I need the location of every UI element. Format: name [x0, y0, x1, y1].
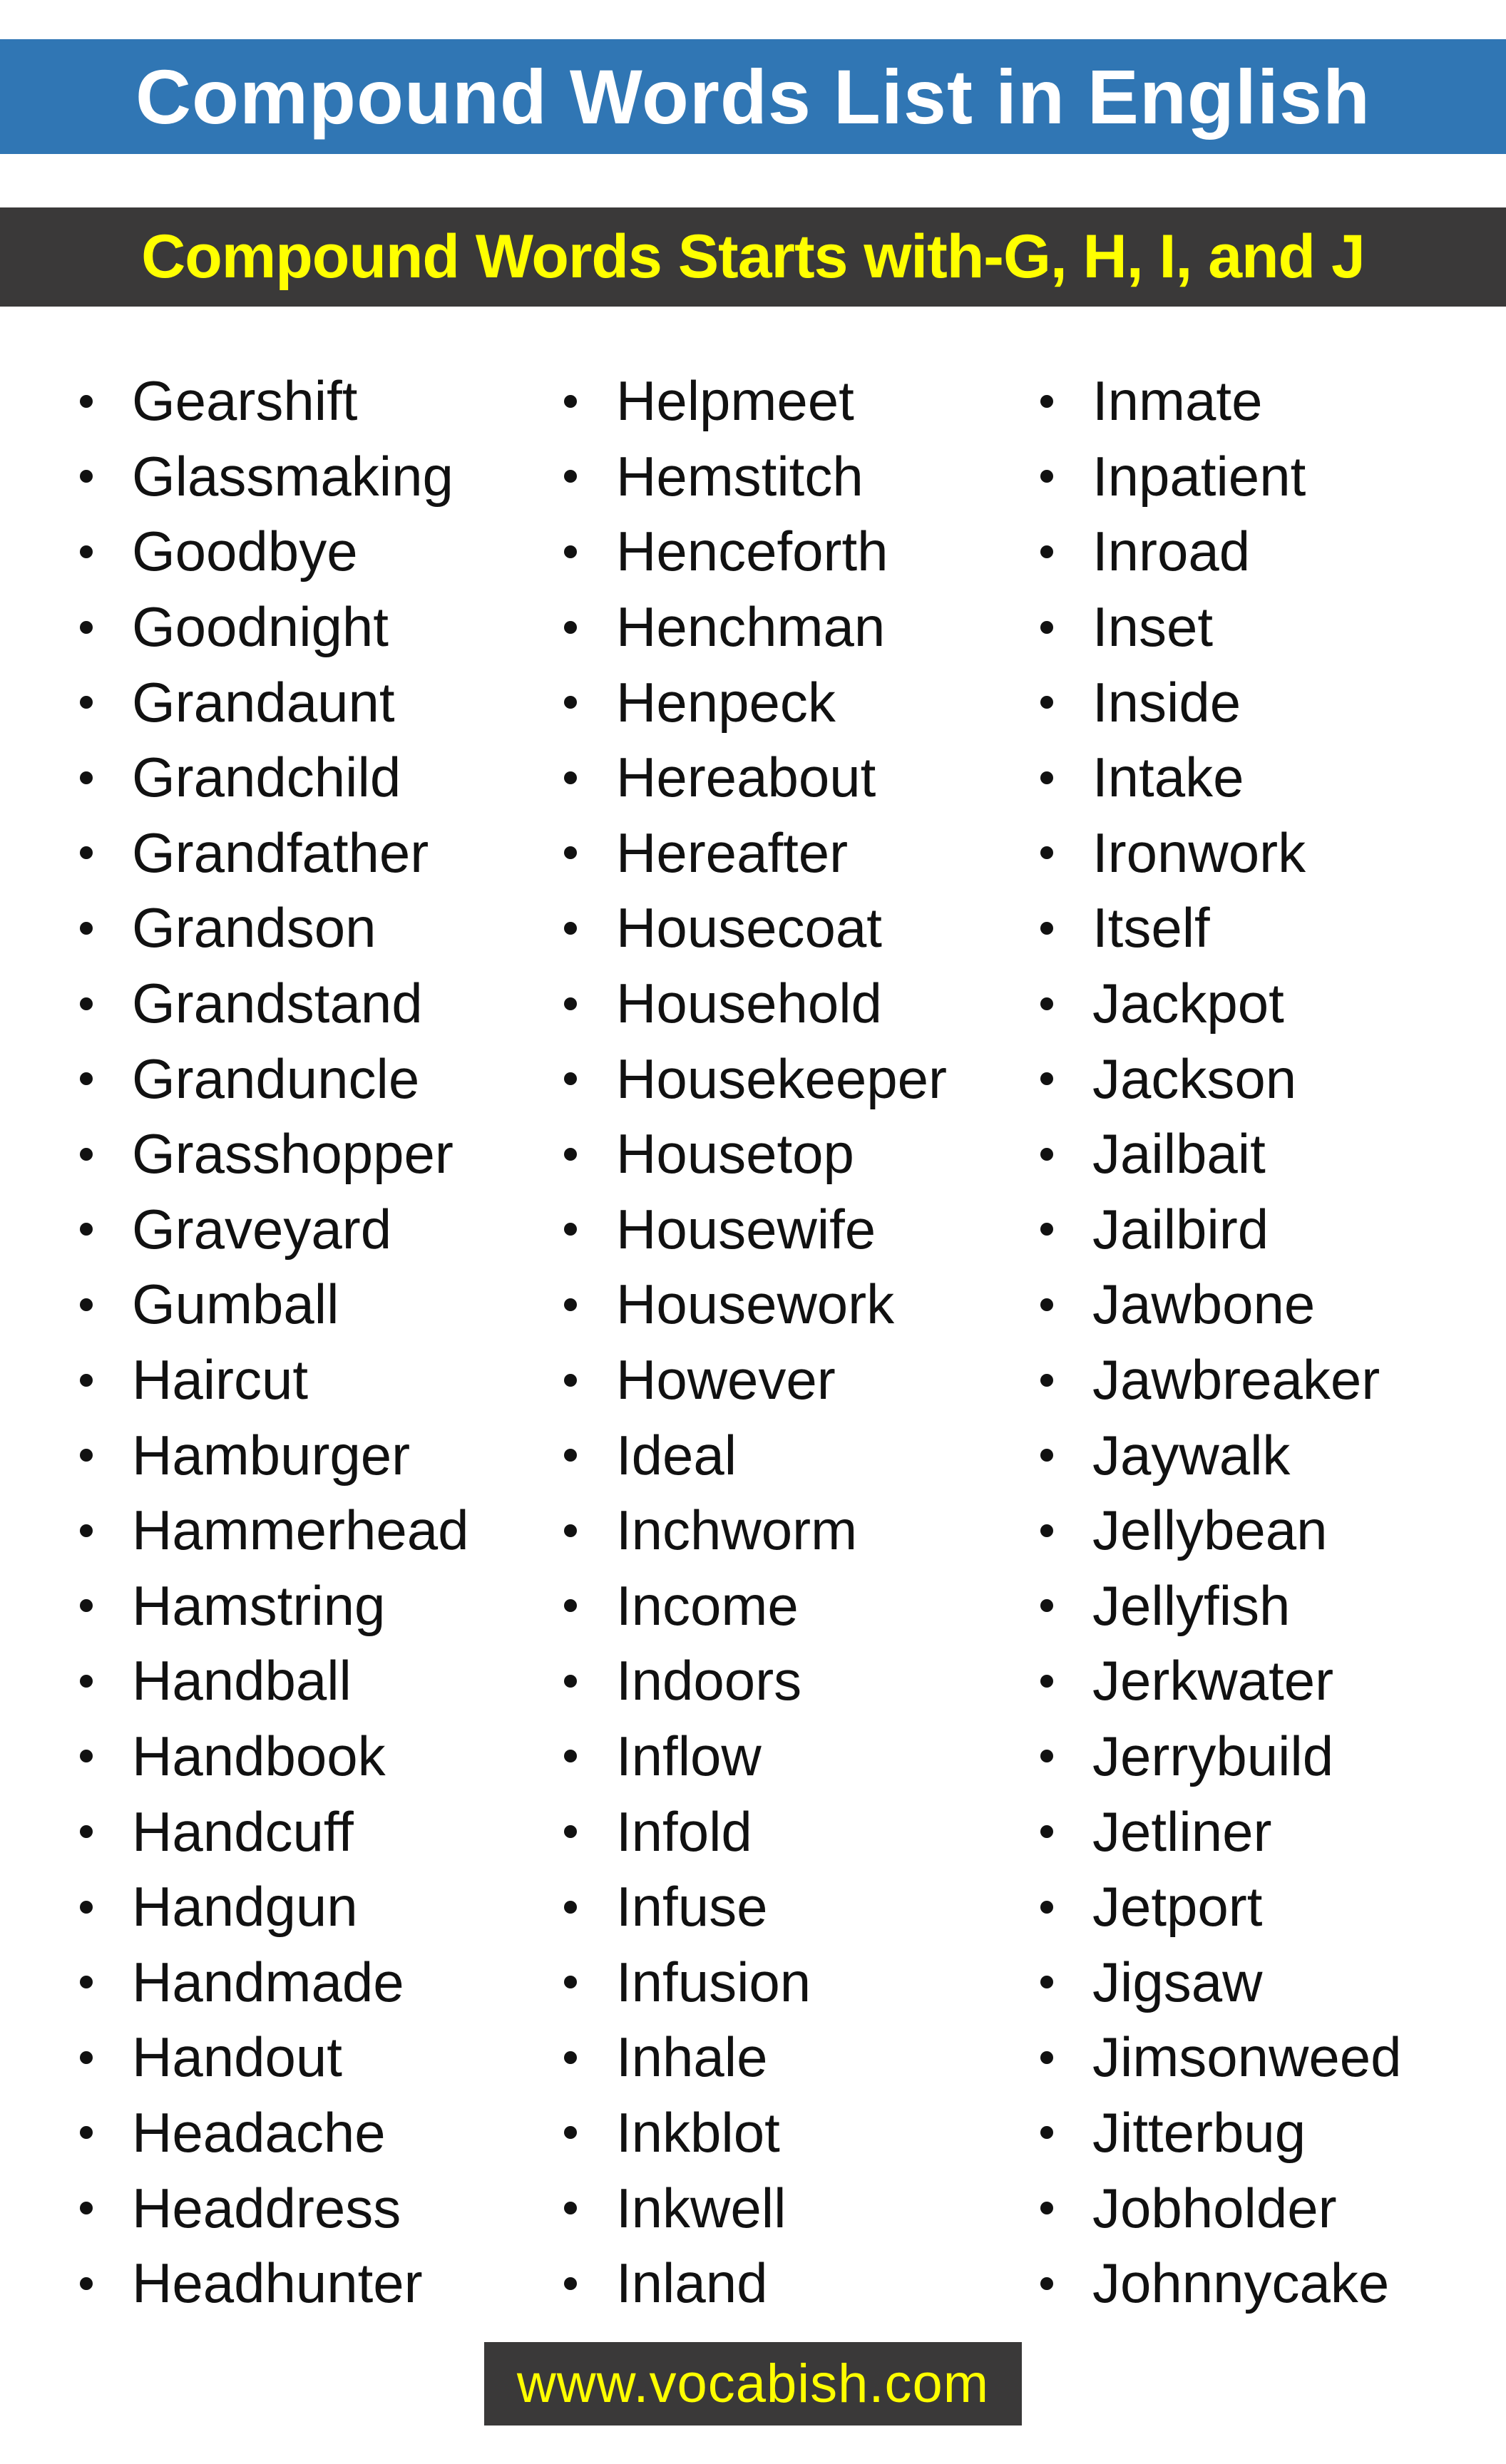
bullet-icon — [80, 2051, 93, 2064]
bullet-icon — [80, 1825, 93, 1838]
list-item — [1040, 2095, 1402, 2171]
list-item — [80, 514, 469, 590]
bullet-icon — [564, 1148, 577, 1161]
word-text: Jellybean — [1092, 1499, 1328, 1562]
bullet-icon — [80, 1524, 93, 1537]
list-item — [1040, 1944, 1402, 2020]
word-text: Handmade — [132, 1950, 404, 2013]
list-item — [564, 514, 947, 590]
word-text: Hamburger — [132, 1423, 411, 1487]
word-text: Headache — [132, 2100, 386, 2164]
word-text: Hammerhead — [132, 1499, 469, 1562]
bullet-icon — [1040, 1976, 1053, 1988]
bullet-icon — [564, 395, 577, 408]
list-item — [564, 1116, 947, 1192]
word-text: Inhale — [616, 2026, 768, 2089]
bullet-icon — [564, 1374, 577, 1387]
bullet-icon — [80, 696, 93, 709]
bullet-icon — [1040, 395, 1053, 408]
list-item — [564, 664, 947, 740]
word-text: Jellyfish — [1092, 1574, 1291, 1637]
word-text: Inkblot — [616, 2100, 780, 2164]
bullet-icon — [1040, 470, 1053, 483]
list-item — [1040, 1116, 1402, 1192]
bullet-icon — [564, 2051, 577, 2064]
word-text: Goodnight — [132, 595, 389, 659]
bullet-icon — [1040, 1675, 1053, 1688]
word-text: Hereafter — [616, 821, 849, 884]
word-text: Jerrybuild — [1092, 1724, 1334, 1787]
list-item — [1040, 664, 1402, 740]
list-item — [564, 364, 947, 439]
bullet-icon — [80, 1374, 93, 1387]
word-text: Jailbird — [1092, 1197, 1269, 1261]
bullet-icon — [564, 1901, 577, 1914]
word-text: However — [616, 1348, 836, 1412]
list-item — [564, 1869, 947, 1945]
bullet-icon — [80, 470, 93, 483]
list-item — [564, 1343, 947, 1418]
bullet-icon — [80, 1223, 93, 1236]
bullet-icon — [1040, 1374, 1053, 1387]
bullet-icon — [80, 621, 93, 634]
list-item — [1040, 2170, 1402, 2246]
word-text: Jerkwater — [1092, 1649, 1334, 1713]
bullet-icon — [1040, 997, 1053, 1010]
bullet-icon — [1040, 1298, 1053, 1311]
bullet-icon — [1040, 1750, 1053, 1762]
bullet-icon — [1040, 1599, 1053, 1612]
bullet-icon — [1040, 621, 1053, 634]
list-item — [564, 1944, 947, 2020]
word-text: Inflow — [616, 1724, 762, 1787]
word-text: Household — [616, 972, 882, 1035]
list-item — [1040, 590, 1402, 665]
list-item — [564, 1041, 947, 1116]
bullet-icon — [564, 696, 577, 709]
list-item — [80, 664, 469, 740]
list-item — [80, 890, 469, 966]
list-item — [1040, 816, 1402, 891]
word-text: Ideal — [616, 1423, 737, 1487]
list-item — [80, 2170, 469, 2246]
word-text: Jetliner — [1092, 1800, 1272, 1863]
word-text: Inland — [616, 2252, 768, 2315]
list-item — [80, 1794, 469, 1869]
list-item — [80, 1869, 469, 1945]
word-text: Glassmaking — [132, 444, 454, 508]
list-item — [564, 890, 947, 966]
word-column-2 — [564, 364, 947, 2321]
word-text: Housework — [616, 1273, 895, 1336]
bullet-icon — [80, 922, 93, 935]
word-text: Infuse — [616, 1875, 768, 1939]
word-text: Handgun — [132, 1875, 358, 1939]
list-item — [80, 740, 469, 816]
word-text: Henpeck — [616, 670, 836, 734]
word-text: Jackpot — [1092, 972, 1284, 1035]
word-text: Johnnycake — [1092, 2252, 1390, 2315]
bullet-icon — [564, 1524, 577, 1537]
word-text: Jimsonweed — [1092, 2026, 1402, 2089]
bullet-icon — [564, 2202, 577, 2214]
word-text: Grandstand — [132, 972, 423, 1035]
word-text: Handout — [132, 2026, 342, 2089]
bullet-icon — [564, 1675, 577, 1688]
bullet-icon — [564, 621, 577, 634]
list-item — [1040, 1493, 1402, 1569]
list-item — [80, 590, 469, 665]
bullet-icon — [564, 1825, 577, 1838]
list-item — [1040, 740, 1402, 816]
word-text: Henceforth — [616, 520, 888, 583]
list-item — [1040, 890, 1402, 966]
word-text: Inchworm — [616, 1499, 858, 1562]
list-item — [1040, 1041, 1402, 1116]
bullet-icon — [564, 1976, 577, 1988]
bullet-icon — [80, 1901, 93, 1914]
list-item — [564, 439, 947, 515]
word-text: Grandfather — [132, 821, 429, 884]
footer-banner — [484, 2342, 1022, 2426]
bullet-icon — [564, 470, 577, 483]
list-item — [1040, 1267, 1402, 1343]
word-text: Hamstring — [132, 1574, 386, 1637]
list-item — [80, 1643, 469, 1719]
title-banner — [0, 39, 1506, 154]
list-item — [80, 1267, 469, 1343]
list-item — [564, 1569, 947, 1644]
subtitle-banner — [0, 207, 1506, 307]
bullet-icon — [1040, 1449, 1053, 1462]
list-item — [1040, 1794, 1402, 1869]
word-text: Henchman — [616, 595, 886, 659]
list-item — [1040, 2020, 1402, 2095]
bullet-icon — [80, 2202, 93, 2214]
list-item — [564, 2170, 947, 2246]
bullet-icon — [80, 2126, 93, 2139]
bullet-icon — [80, 1298, 93, 1311]
bullet-icon — [80, 846, 93, 859]
list-item — [1040, 1343, 1402, 1418]
list-item — [564, 2246, 947, 2321]
word-text: Handball — [132, 1649, 352, 1713]
word-text: Intake — [1092, 746, 1244, 809]
word-text: Handcuff — [132, 1800, 354, 1863]
word-text: Handbook — [132, 1724, 386, 1787]
list-item — [1040, 514, 1402, 590]
word-text: Grasshopper — [132, 1122, 454, 1186]
list-item — [80, 364, 469, 439]
word-text: Graveyard — [132, 1197, 392, 1261]
bullet-icon — [1040, 2126, 1053, 2139]
bullet-icon — [1040, 1148, 1053, 1161]
bullet-icon — [1040, 1223, 1053, 1236]
word-text: Ironwork — [1092, 821, 1306, 884]
word-text: Granduncle — [132, 1047, 420, 1110]
bullet-icon — [1040, 771, 1053, 784]
bullet-icon — [80, 997, 93, 1010]
word-text: Headhunter — [132, 2252, 423, 2315]
word-text: Housecoat — [616, 896, 882, 960]
word-text: Grandchild — [132, 746, 401, 809]
list-item — [1040, 966, 1402, 1042]
list-item — [80, 1719, 469, 1795]
list-item — [564, 590, 947, 665]
bullet-icon — [1040, 1901, 1053, 1914]
list-item — [564, 1192, 947, 1268]
bullet-icon — [1040, 922, 1053, 935]
word-text: Jawbreaker — [1092, 1348, 1380, 1412]
word-text: Jawbone — [1092, 1273, 1316, 1336]
bullet-icon — [564, 997, 577, 1010]
list-item — [1040, 2246, 1402, 2321]
list-item — [564, 2095, 947, 2171]
list-item — [564, 966, 947, 1042]
word-text: Gearshift — [132, 369, 358, 433]
bullet-icon — [1040, 1072, 1053, 1085]
list-item — [80, 966, 469, 1042]
word-text: Goodbye — [132, 520, 358, 583]
list-item — [80, 1417, 469, 1493]
word-text: Hemstitch — [616, 444, 864, 508]
word-text: Helpmeet — [616, 369, 854, 433]
list-item — [80, 1041, 469, 1116]
word-text: Jaywalk — [1092, 1423, 1291, 1487]
word-text: Inside — [1092, 670, 1241, 734]
list-item — [564, 1267, 947, 1343]
list-item — [80, 1569, 469, 1644]
list-item — [1040, 1569, 1402, 1644]
bullet-icon — [564, 1298, 577, 1311]
list-item — [564, 816, 947, 891]
list-item — [80, 1343, 469, 1418]
bullet-icon — [564, 2126, 577, 2139]
word-text: Jailbait — [1092, 1122, 1266, 1186]
website-link[interactable]: www.vocabish.com — [516, 2353, 990, 2414]
word-text: Indoors — [616, 1649, 802, 1713]
bullet-icon — [1040, 545, 1053, 558]
list-item — [1040, 1417, 1402, 1493]
bullet-icon — [80, 2277, 93, 2290]
list-item — [1040, 364, 1402, 439]
bullet-icon — [1040, 1825, 1053, 1838]
bullet-icon — [80, 545, 93, 558]
bullet-icon — [80, 1148, 93, 1161]
word-text: Jetport — [1092, 1875, 1263, 1939]
list-item — [1040, 1192, 1402, 1268]
bullet-icon — [564, 1599, 577, 1612]
word-text: Infusion — [616, 1950, 811, 2013]
list-item — [80, 1116, 469, 1192]
word-text: Jobholder — [1092, 2176, 1337, 2239]
word-text: Housetop — [616, 1122, 854, 1186]
page-title: Compound Words List in English — [135, 53, 1371, 140]
word-text: Housewife — [616, 1197, 876, 1261]
list-item — [80, 816, 469, 891]
bullet-icon — [564, 1072, 577, 1085]
bullet-icon — [80, 1072, 93, 1085]
word-text: Inmate — [1092, 369, 1263, 433]
word-text: Inset — [1092, 595, 1214, 659]
word-text: Jackson — [1092, 1047, 1297, 1110]
word-text: Infold — [616, 1800, 752, 1863]
word-text: Haircut — [132, 1348, 309, 1412]
word-text: Itself — [1092, 896, 1210, 960]
list-item — [1040, 439, 1402, 515]
bullet-icon — [564, 922, 577, 935]
list-item — [1040, 1869, 1402, 1945]
word-text: Grandaunt — [132, 670, 395, 734]
bullet-icon — [1040, 846, 1053, 859]
word-text: Headdress — [132, 2176, 401, 2239]
list-item — [564, 1794, 947, 1869]
bullet-icon — [1040, 696, 1053, 709]
bullet-icon — [80, 1599, 93, 1612]
list-item — [80, 1493, 469, 1569]
list-item — [564, 2020, 947, 2095]
bullet-icon — [80, 1750, 93, 1762]
page-subtitle: Compound Words Starts with-G, H, I, and J — [141, 222, 1365, 291]
word-text: Jitterbug — [1092, 2100, 1306, 2164]
list-item — [80, 439, 469, 515]
list-item — [80, 2095, 469, 2171]
bullet-icon — [80, 1449, 93, 1462]
word-text: Hereabout — [616, 746, 876, 809]
list-item — [564, 1719, 947, 1795]
bullet-icon — [80, 771, 93, 784]
word-text: Grandson — [132, 896, 376, 960]
list-item — [80, 2020, 469, 2095]
list-item — [80, 2246, 469, 2321]
word-text: Gumball — [132, 1273, 339, 1336]
list-item — [1040, 1643, 1402, 1719]
list-item — [80, 1944, 469, 2020]
bullet-icon — [80, 1675, 93, 1688]
list-item — [564, 740, 947, 816]
list-item — [80, 1192, 469, 1268]
bullet-icon — [564, 2277, 577, 2290]
word-text: Inroad — [1092, 520, 1251, 583]
list-item — [1040, 1719, 1402, 1795]
bullet-icon — [80, 1976, 93, 1988]
bullet-icon — [564, 1750, 577, 1762]
word-text: Jigsaw — [1092, 1950, 1263, 2013]
word-text: Income — [616, 1574, 799, 1637]
word-text: Inkwell — [616, 2176, 787, 2239]
bullet-icon — [564, 846, 577, 859]
bullet-icon — [564, 545, 577, 558]
bullet-icon — [564, 1223, 577, 1236]
bullet-icon — [1040, 2277, 1053, 2290]
word-column-1 — [80, 364, 469, 2321]
list-item — [564, 1493, 947, 1569]
list-item — [564, 1643, 947, 1719]
bullet-icon — [1040, 2202, 1053, 2214]
word-column-3 — [1040, 364, 1402, 2321]
bullet-icon — [1040, 2051, 1053, 2064]
bullet-icon — [80, 395, 93, 408]
bullet-icon — [564, 1449, 577, 1462]
word-text: Housekeeper — [616, 1047, 947, 1110]
bullet-icon — [564, 771, 577, 784]
list-item — [564, 1417, 947, 1493]
word-text: Inpatient — [1092, 444, 1306, 508]
bullet-icon — [1040, 1524, 1053, 1537]
